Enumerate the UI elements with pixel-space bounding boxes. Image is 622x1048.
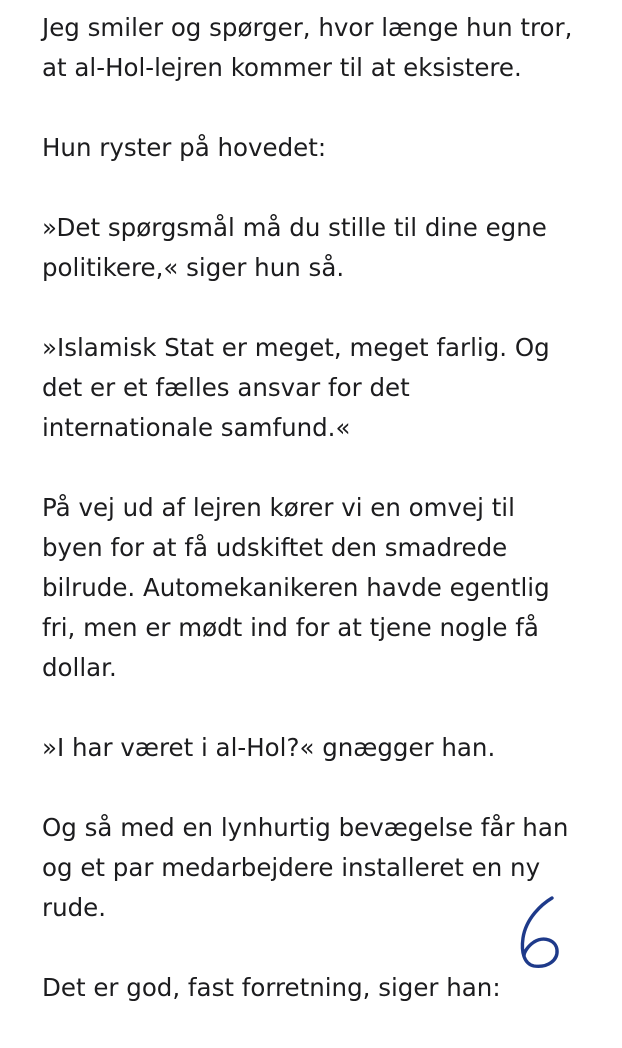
- text-line: internationale samfund.«: [42, 413, 351, 442]
- text-line: og et par medarbejdere installeret en ny: [42, 853, 541, 882]
- paragraph: [42, 328, 612, 448]
- handwritten-six-stroke: [522, 898, 557, 966]
- paragraph: [42, 728, 612, 768]
- paragraph: [42, 488, 612, 688]
- text-line: bilrude. Automekanikeren havde egentlig: [42, 573, 550, 602]
- text-line: at al-Hol-lejren kommer til at eksistere.: [42, 53, 522, 82]
- text-line: På vej ud af lejren kører vi en omvej til: [42, 493, 515, 522]
- text-line: Det er god, fast forretning, siger han:: [42, 973, 501, 1002]
- text-line: rude.: [42, 893, 107, 922]
- paragraph: [42, 968, 612, 1008]
- paragraph: [42, 128, 612, 168]
- text-line: fri, men er mødt ind for at tjene nogle få: [42, 613, 539, 642]
- text-line: »Islamisk Stat er meget, meget farlig. Og: [42, 333, 550, 362]
- text-line: »Det spørgsmål må du stille til dine egne: [42, 213, 547, 242]
- paragraph: [42, 8, 612, 88]
- text-line: byen for at få udskiftet den smadrede: [42, 533, 508, 562]
- text-line: »I har været i al-Hol?« gnægger han.: [42, 733, 496, 762]
- text-line: politikere,« siger hun så.: [42, 253, 345, 282]
- text-line: Og så med en lynhurtig bevægelse får han: [42, 813, 569, 842]
- text-line: Jeg smiler og spørger, hvor længe hun tror,: [42, 13, 573, 42]
- article-body: [42, 8, 612, 1048]
- paragraph: [42, 208, 612, 288]
- handwritten-number-six: [512, 894, 568, 974]
- text-line: dollar.: [42, 653, 117, 682]
- text-line: Hun ryster på hovedet:: [42, 133, 327, 162]
- text-line: det er et fælles ansvar for det: [42, 373, 410, 402]
